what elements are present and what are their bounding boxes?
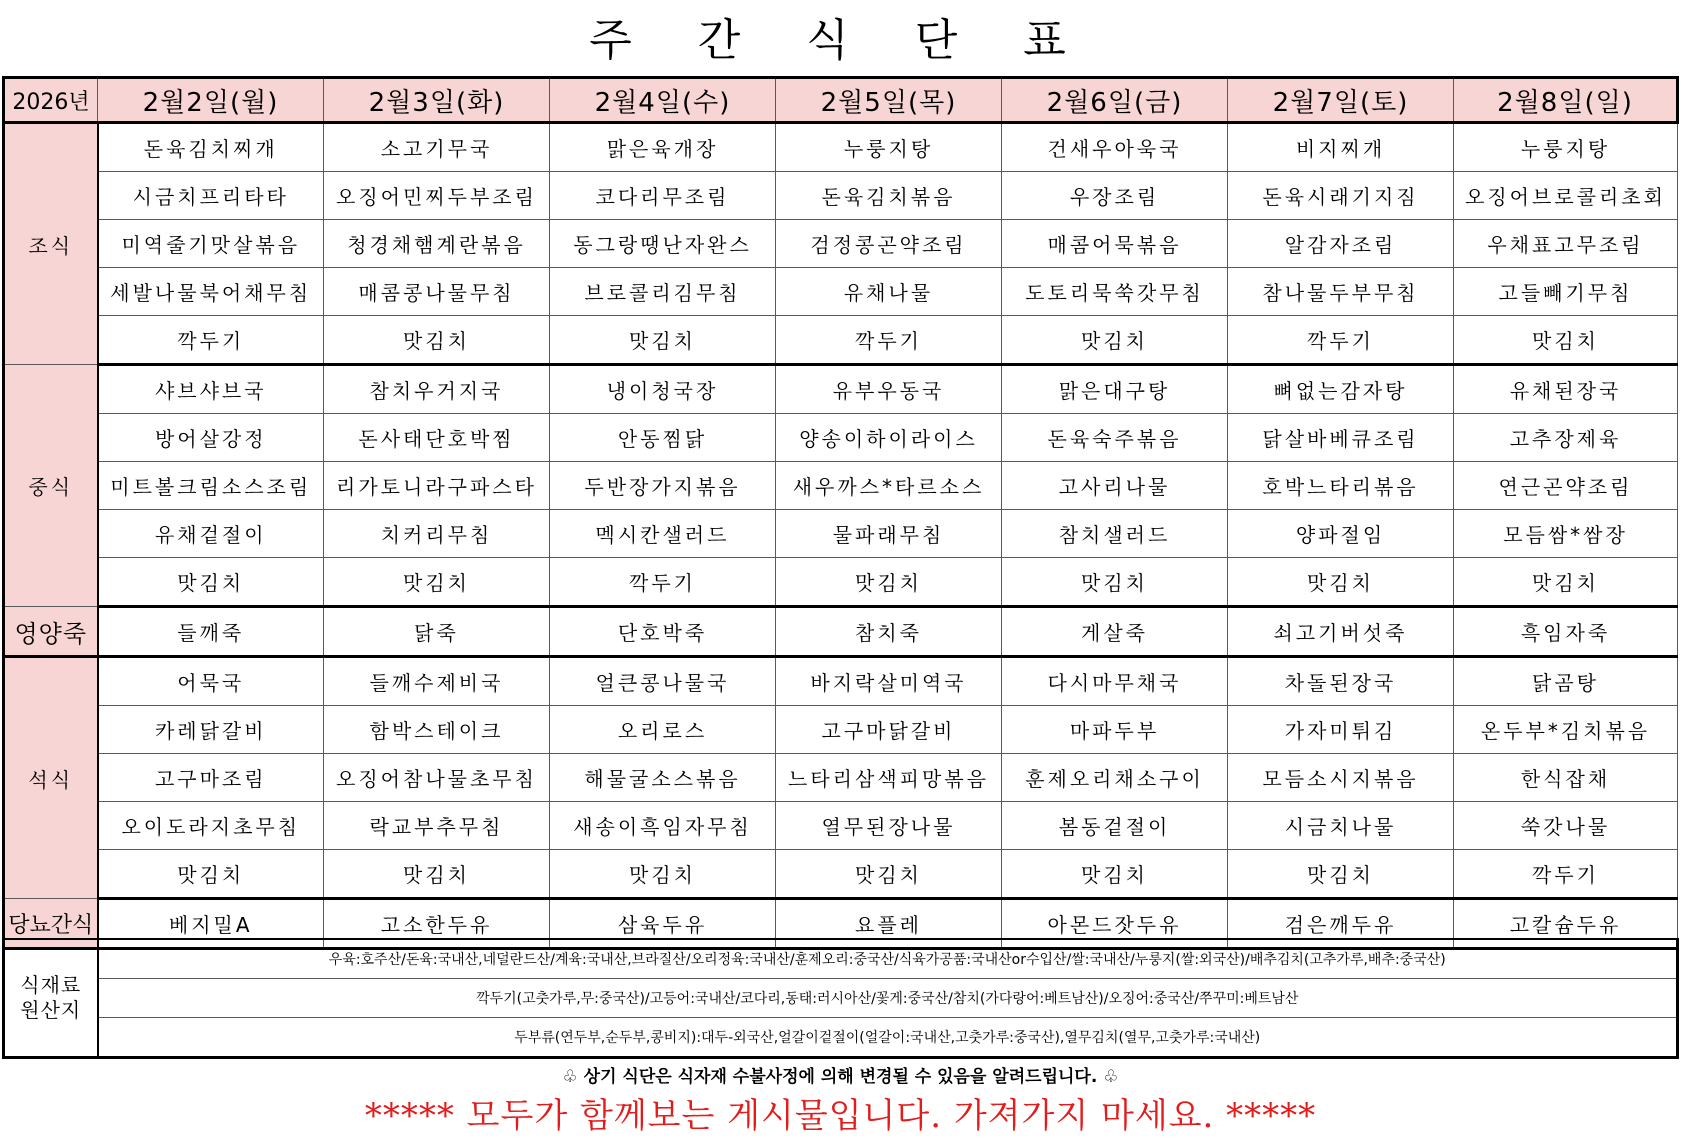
menu-cell: 고들빼기무침 <box>1454 268 1678 316</box>
menu-cell: 시금치나물 <box>1228 802 1454 850</box>
dinner-row <box>4 850 1678 899</box>
menu-cell: 안동찜닭 <box>550 414 776 462</box>
menu-cell: 베지밀A <box>98 899 324 949</box>
menu-cell: 양송이하이라이스 <box>776 414 1002 462</box>
menu-cell: 느타리삼색피망볶음 <box>776 754 1002 802</box>
menu-cell: 세발나물북어채무침 <box>98 268 324 316</box>
menu-cell: 새송이흑임자무침 <box>550 802 776 850</box>
menu-cell: 뼈없는감자탕 <box>1228 365 1454 414</box>
day-header: 2월4일(수) <box>550 78 776 123</box>
menu-cell: 아몬드잣두유 <box>1002 899 1228 949</box>
menu-cell: 누룽지탕 <box>776 123 1002 172</box>
menu-cell: 열무된장나물 <box>776 802 1002 850</box>
menu-cell: 두반장가지볶음 <box>550 462 776 510</box>
menu-cell: 돈육김치찌개 <box>98 123 324 172</box>
lunch-row <box>4 414 1678 462</box>
menu-cell: 한식잡채 <box>1454 754 1678 802</box>
menu-cell: 청경채햄계란볶음 <box>324 220 550 268</box>
do-not-take-warning: ***** 모두가 함께보는 게시물입니다. 가져가지 마세요. ***** <box>364 1096 1317 1136</box>
day-header: 2월5일(목) <box>776 78 1002 123</box>
menu-cell: 유채나물 <box>776 268 1002 316</box>
menu-cell: 맛김치 <box>98 558 324 607</box>
menu-cell: 고소한두유 <box>324 899 550 949</box>
dinner-label: 석식 <box>4 657 98 899</box>
dinner-row <box>4 802 1678 850</box>
diabetic-snack-label: 당뇨간식 <box>4 899 98 949</box>
menu-cell: 소고기무국 <box>324 123 550 172</box>
menu-cell: 얼큰콩나물국 <box>550 657 776 706</box>
menu-cell: 고추장제육 <box>1454 414 1678 462</box>
menu-cell: 시금치프리타타 <box>98 172 324 220</box>
menu-cell: 온두부*김치볶음 <box>1454 706 1678 754</box>
menu-cell: 미트볼크림소스조림 <box>98 462 324 510</box>
day-header: 2월8일(일) <box>1454 78 1678 123</box>
menu-cell: 냉이청국장 <box>550 365 776 414</box>
lunch-row <box>4 462 1678 510</box>
lunch-row <box>4 365 1678 414</box>
menu-cell: 함박스테이크 <box>324 706 550 754</box>
menu-cell: 모듬소시지볶음 <box>1228 754 1454 802</box>
menu-cell: 돈육숙주볶음 <box>1002 414 1228 462</box>
lunch-row <box>4 558 1678 607</box>
porridge-row <box>4 607 1678 657</box>
menu-cell: 참치우거지국 <box>324 365 550 414</box>
breakfast-row <box>4 172 1678 220</box>
menu-cell: 닭곰탕 <box>1454 657 1678 706</box>
menu-cell: 브로콜리김무침 <box>550 268 776 316</box>
breakfast-row <box>4 316 1678 365</box>
origin-line: 우육:호주산/돈육:국내산,네덜란드산/계육:국내산,브라질산/오리정육:국내산/훈제오리:중국산/식육가공품:국내산or수입산/쌀:국내산/누룽지(쌀:외국산)/배추김치(고추가루,배추:중국산) <box>98 939 1678 979</box>
menu-cell: 훈제오리채소구이 <box>1002 754 1228 802</box>
menu-cell: 참치죽 <box>776 607 1002 657</box>
menu-cell: 맛김치 <box>550 850 776 899</box>
lunch-row <box>4 510 1678 558</box>
day-header: 2월7일(토) <box>1228 78 1454 123</box>
change-notice: ♧ 상기 식단은 식자재 수불사정에 의해 변경될 수 있음을 알려드립니다. ♧ <box>562 1067 1119 1087</box>
menu-cell: 방어살강정 <box>98 414 324 462</box>
menu-cell: 새우까스*타르소스 <box>776 462 1002 510</box>
menu-cell: 닭죽 <box>324 607 550 657</box>
menu-cell: 돈육김치볶음 <box>776 172 1002 220</box>
menu-cell: 물파래무침 <box>776 510 1002 558</box>
menu-cell: 봄동겉절이 <box>1002 802 1228 850</box>
menu-cell: 유부우동국 <box>776 365 1002 414</box>
menu-cell: 오리로스 <box>550 706 776 754</box>
menu-cell: 해물굴소스볶음 <box>550 754 776 802</box>
menu-cell: 맛김치 <box>1454 558 1678 607</box>
menu-cell: 맛김치 <box>324 558 550 607</box>
menu-body <box>4 78 1678 949</box>
menu-cell: 맑은육개장 <box>550 123 776 172</box>
menu-cell: 맛김치 <box>1002 316 1228 365</box>
menu-cell: 맛김치 <box>776 558 1002 607</box>
breakfast-row <box>4 123 1678 172</box>
menu-cell: 맛김치 <box>776 850 1002 899</box>
menu-cell: 치커리무침 <box>324 510 550 558</box>
day-header: 2월3일(화) <box>324 78 550 123</box>
menu-cell: 샤브샤브국 <box>98 365 324 414</box>
menu-cell: 쇠고기버섯죽 <box>1228 607 1454 657</box>
menu-cell: 깍두기 <box>1228 316 1454 365</box>
day-header: 2월2일(월) <box>98 78 324 123</box>
menu-cell: 매콤어묵볶음 <box>1002 220 1228 268</box>
menu-cell: 우채표고무조림 <box>1454 220 1678 268</box>
menu-cell: 도토리묵쑥갓무침 <box>1002 268 1228 316</box>
origin-row <box>4 939 1678 979</box>
menu-cell: 오징어브로콜리초회 <box>1454 172 1678 220</box>
dinner-row <box>4 706 1678 754</box>
header-row <box>4 78 1678 123</box>
porridge-label: 영양죽 <box>4 607 98 657</box>
origin-line: 깍두기(고춧가루,무:중국산)/고등어:국내산/코다리,동태:러시아산/꽃게:중국산/참치(가다랑어:베트남산)/오징어:중국산/쭈꾸미:베트남산 <box>98 979 1678 1018</box>
menu-cell: 들깨수제비국 <box>324 657 550 706</box>
menu-cell: 리가토니라구파스타 <box>324 462 550 510</box>
menu-cell: 오징어민찌두부조림 <box>324 172 550 220</box>
menu-cell: 맑은대구탕 <box>1002 365 1228 414</box>
menu-cell: 유채된장국 <box>1454 365 1678 414</box>
menu-cell: 맛김치 <box>98 850 324 899</box>
menu-cell: 깍두기 <box>1454 850 1678 899</box>
weekly-menu-table <box>2 76 1679 950</box>
menu-cell: 오징어참나물초무침 <box>324 754 550 802</box>
menu-cell: 닭살바베큐조림 <box>1228 414 1454 462</box>
menu-cell: 삼육두유 <box>550 899 776 949</box>
menu-cell: 요플레 <box>776 899 1002 949</box>
menu-cell: 유채겉절이 <box>98 510 324 558</box>
menu-cell: 차돌된장국 <box>1228 657 1454 706</box>
day-header: 2월6일(금) <box>1002 78 1228 123</box>
menu-cell: 맛김치 <box>324 316 550 365</box>
origin-row <box>4 979 1678 1018</box>
dinner-row <box>4 754 1678 802</box>
menu-cell: 맛김치 <box>324 850 550 899</box>
menu-cell: 락교부추무침 <box>324 802 550 850</box>
menu-cell: 돈육시래기지짐 <box>1228 172 1454 220</box>
origin-label-line2: 원산지 <box>20 998 82 1022</box>
menu-cell: 동그랑땡난자완스 <box>550 220 776 268</box>
origin-line: 두부류(연두부,순두부,콩비지):대두-외국산,얼갈이겉절이(얼갈이:국내산,고춧가루:중국산),열무김치(열무,고춧가루:국내산) <box>98 1018 1678 1058</box>
ingredient-origin-table <box>2 938 1679 1059</box>
menu-cell: 누룽지탕 <box>1454 123 1678 172</box>
menu-cell: 매콤콩나물무침 <box>324 268 550 316</box>
menu-cell: 검은깨두유 <box>1228 899 1454 949</box>
menu-cell: 쑥갓나물 <box>1454 802 1678 850</box>
menu-cell: 흑임자죽 <box>1454 607 1678 657</box>
menu-cell: 카레닭갈비 <box>98 706 324 754</box>
menu-cell: 검정콩곤약조림 <box>776 220 1002 268</box>
menu-cell: 고사리나물 <box>1002 462 1228 510</box>
menu-cell: 모듬쌈*쌈장 <box>1454 510 1678 558</box>
menu-cell: 맛김치 <box>1002 558 1228 607</box>
menu-cell: 깍두기 <box>776 316 1002 365</box>
menu-cell: 미역줄기맛살볶음 <box>98 220 324 268</box>
menu-cell: 맛김치 <box>1228 558 1454 607</box>
menu-cell: 단호박죽 <box>550 607 776 657</box>
breakfast-label: 조식 <box>4 123 98 365</box>
menu-cell: 게살죽 <box>1002 607 1228 657</box>
menu-cell: 참나물두부무침 <box>1228 268 1454 316</box>
menu-cell: 바지락살미역국 <box>776 657 1002 706</box>
menu-cell: 건새우아욱국 <box>1002 123 1228 172</box>
menu-cell: 우장조림 <box>1002 172 1228 220</box>
menu-cell: 어묵국 <box>98 657 324 706</box>
breakfast-row <box>4 268 1678 316</box>
menu-cell: 다시마무채국 <box>1002 657 1228 706</box>
menu-cell: 깍두기 <box>550 558 776 607</box>
menu-cell: 가자미튀김 <box>1228 706 1454 754</box>
origin-row <box>4 1018 1678 1058</box>
menu-cell: 맛김치 <box>1454 316 1678 365</box>
page-title: 주 간 식 단 표 <box>589 15 1092 66</box>
menu-cell: 참치샐러드 <box>1002 510 1228 558</box>
menu-cell: 들깨죽 <box>98 607 324 657</box>
origin-label <box>4 939 98 1058</box>
origin-label-line1: 식재료 <box>20 973 82 997</box>
menu-cell: 깍두기 <box>98 316 324 365</box>
menu-cell: 고칼슘두유 <box>1454 899 1678 949</box>
menu-cell: 멕시칸샐러드 <box>550 510 776 558</box>
menu-cell: 맛김치 <box>1228 850 1454 899</box>
year-cell: 2026년 <box>4 78 98 123</box>
dinner-row <box>4 657 1678 706</box>
menu-cell: 돈사태단호박찜 <box>324 414 550 462</box>
menu-cell: 맛김치 <box>550 316 776 365</box>
menu-cell: 연근곤약조림 <box>1454 462 1678 510</box>
menu-cell: 오이도라지초무침 <box>98 802 324 850</box>
menu-cell: 양파절임 <box>1228 510 1454 558</box>
menu-cell: 맛김치 <box>1002 850 1228 899</box>
menu-cell: 알감자조림 <box>1228 220 1454 268</box>
breakfast-row <box>4 220 1678 268</box>
menu-cell: 고구마조림 <box>98 754 324 802</box>
lunch-label: 중식 <box>4 365 98 607</box>
menu-cell: 고구마닭갈비 <box>776 706 1002 754</box>
menu-cell: 호박느타리볶음 <box>1228 462 1454 510</box>
menu-cell: 마파두부 <box>1002 706 1228 754</box>
menu-cell: 코다리무조림 <box>550 172 776 220</box>
menu-cell: 비지찌개 <box>1228 123 1454 172</box>
